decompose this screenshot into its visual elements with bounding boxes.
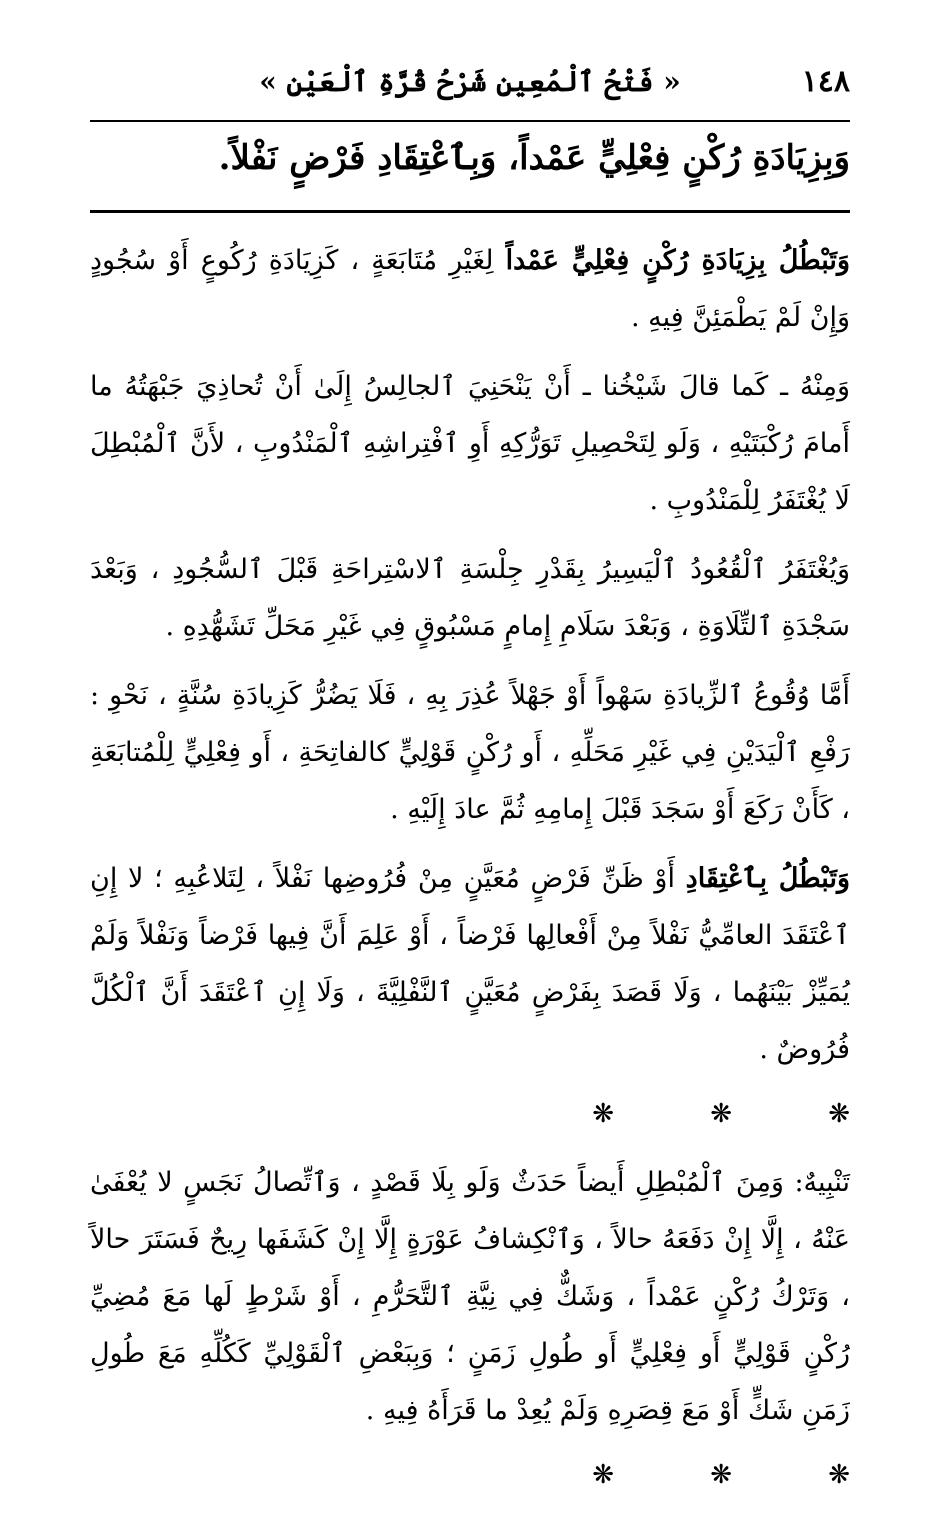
paragraph-text: لِغَيْرِ مُتَابَعَةٍ ، كَزِيَادَةِ رُكُوعٍ أَوْ سُجُودٍ وَإِنْ لَمْ يَطْمَئِنَّ فِيهِ . bbox=[90, 245, 850, 333]
star-ornament: ❋ bbox=[592, 1099, 614, 1129]
section-separator bbox=[90, 1090, 850, 1138]
paragraph-text: تَنْبِيهٌ: وَمِنَ ٱلْمُبْطِلِ أَيضاً حَدَثٌ وَلَو بِلَا قَصْدٍ ، وَٱتِّصالُ نَجَسٍ لا يُعْفَىٰ عَنْهُ ، إِلَّا إِنْ دَفَعَهُ حالاً ، وَٱنْكِشافُ عَوْرَةٍ إِلَّا إِنْ كَشَفَها رِيحٌ فَسَتَرَ حالاً ، وَتَرْكُ رُكْنٍ عَمْداً ، وَشَكٌّ فِي نِيَّةِ ٱلتَّحَرُّمِ ، أَوْ شَرْطٍ لَها مَعَ مُضِيِّ رُكْنٍ قَوْلِيٍّ أَو فِعْلِيٍّ أَو طُولِ زَمَنٍ ؛ وَبِبَعْضِ ٱلْقَوْلِيِّ كَكُلِّهِ مَعَ طُولِ زَمَنِ شَكٍّ أَوْ مَعَ قِصَرِهِ وَلَمْ يُعِدْ ما قَرَأَهُ فِيهِ . bbox=[90, 1167, 850, 1426]
paragraph bbox=[90, 1154, 850, 1439]
page-number: ١٤٨ bbox=[801, 64, 850, 99]
header-rule bbox=[90, 120, 850, 122]
running-title: « فَتْحُ ٱلْمُعِينِ شَرْحُ قُرَّةِ ٱلْعَيْنِ » bbox=[259, 65, 681, 98]
paragraph-text: وَمِنْهُ ـ كَما قالَ شَيْخُنا ـ أَنْ يَنْحَنِيَ ٱلجالِسُ إِلَىٰ أَنْ تُحاذِيَ جَبْهَتُهُ ما أَمامَ رُكْبَتَيْهِ ، وَلَو لِتَحْصِيلِ تَوَرُّكِهِ أَوِ ٱفْتِراشِهِ ٱلْمَنْدُوبِ ، لأَنَّ ٱلْمُبْطِلَ لَا يُغْتَفَرُ لِلْمَنْدُوبِ . bbox=[90, 371, 850, 516]
paragraph bbox=[90, 850, 850, 1078]
page-header bbox=[90, 56, 850, 112]
star-ornament: ❋ bbox=[710, 1099, 732, 1129]
matn-quote: وَتَبْطُلُ بِٱعْتِقَادِ bbox=[685, 863, 850, 894]
paragraph-text: أَوْ ظَنِّ فَرْضٍ مُعَيَّنٍ مِنْ فُرُوضِها نَفْلاً ، لِتَلاعُبِهِ ؛ لا إِنِ ٱعْتَقَدَ العامِّيُّ نَفْلاً مِنْ أَفْعالِها فَرْضاً ، أَوْ عَلِمَ أَنَّ فِيها فَرْضاً وَنَفْلاً وَلَمْ يُمَيِّزْ بَيْنَهُما ، وَلَا قَصَدَ بِفَرْضٍ مُعَيَّنٍ ٱلنَّفْلِيَّةَ ، وَلَا إِنِ ٱعْتَقَدَ أَنَّ ٱلْكُلَّ فُرُوضٌ . bbox=[90, 863, 850, 1065]
commentary-rule bbox=[90, 210, 850, 213]
star-ornament: ❋ bbox=[828, 1460, 850, 1490]
matn-quote: وَتَبْطُلُ بِزِيَادَةِ رُكْنٍ فِعْلِيٍّ عَمْداً bbox=[505, 245, 850, 276]
star-ornament: ❋ bbox=[710, 1460, 732, 1490]
paragraph bbox=[90, 232, 850, 346]
paragraph-text: أَمَّا وُقُوعُ ٱلزِّيادَةِ سَهْواً أَوْ جَهْلاً عُذِرَ بِهِ ، فَلَا يَضُرُّ كَزِيادَةِ سُنَّةٍ ، نَحْوِ : رَفْعِ ٱلْيَدَيْنِ فِي غَيْرِ مَحَلِّهِ ، أَو رُكْنٍ قَوْلِيٍّ كالفاتِحَةِ ، أَو فِعْلِيٍّ لِلْمُتابَعَةِ ، كَأَنْ رَكَعَ أَوْ سَجَدَ قَبْلَ إِمامِهِ ثُمَّ عادَ إِلَيْهِ . bbox=[90, 680, 850, 825]
paragraph bbox=[90, 541, 850, 655]
star-ornament: ❋ bbox=[592, 1460, 614, 1490]
paragraph bbox=[90, 358, 850, 529]
matn-text: وَبِزِيَادَةِ رُكْنٍ فِعْلِيٍّ عَمْداً، وَبِٱعْتِقَادِ فَرْضٍ نَفْلاً. bbox=[218, 138, 850, 178]
commentary-body bbox=[90, 232, 850, 1515]
star-ornament: ❋ bbox=[828, 1099, 850, 1129]
paragraph bbox=[90, 667, 850, 838]
paragraph-text: وَيُغْتَفَرُ ٱلْقُعُودُ ٱلْيَسِيرُ بِقَدْرِ جِلْسَةِ ٱلاسْتِراحَةِ قَبْلَ ٱلسُّجُودِ ، وَبَعْدَ سَجْدَةِ ٱلتِّلَاوَةِ ، وَبَعْدَ سَلَامِ إِمامٍ مَسْبُوقٍ فِي غَيْرِ مَحَلِّ تَشَهُّدِهِ . bbox=[90, 554, 850, 642]
section-separator bbox=[90, 1451, 850, 1499]
